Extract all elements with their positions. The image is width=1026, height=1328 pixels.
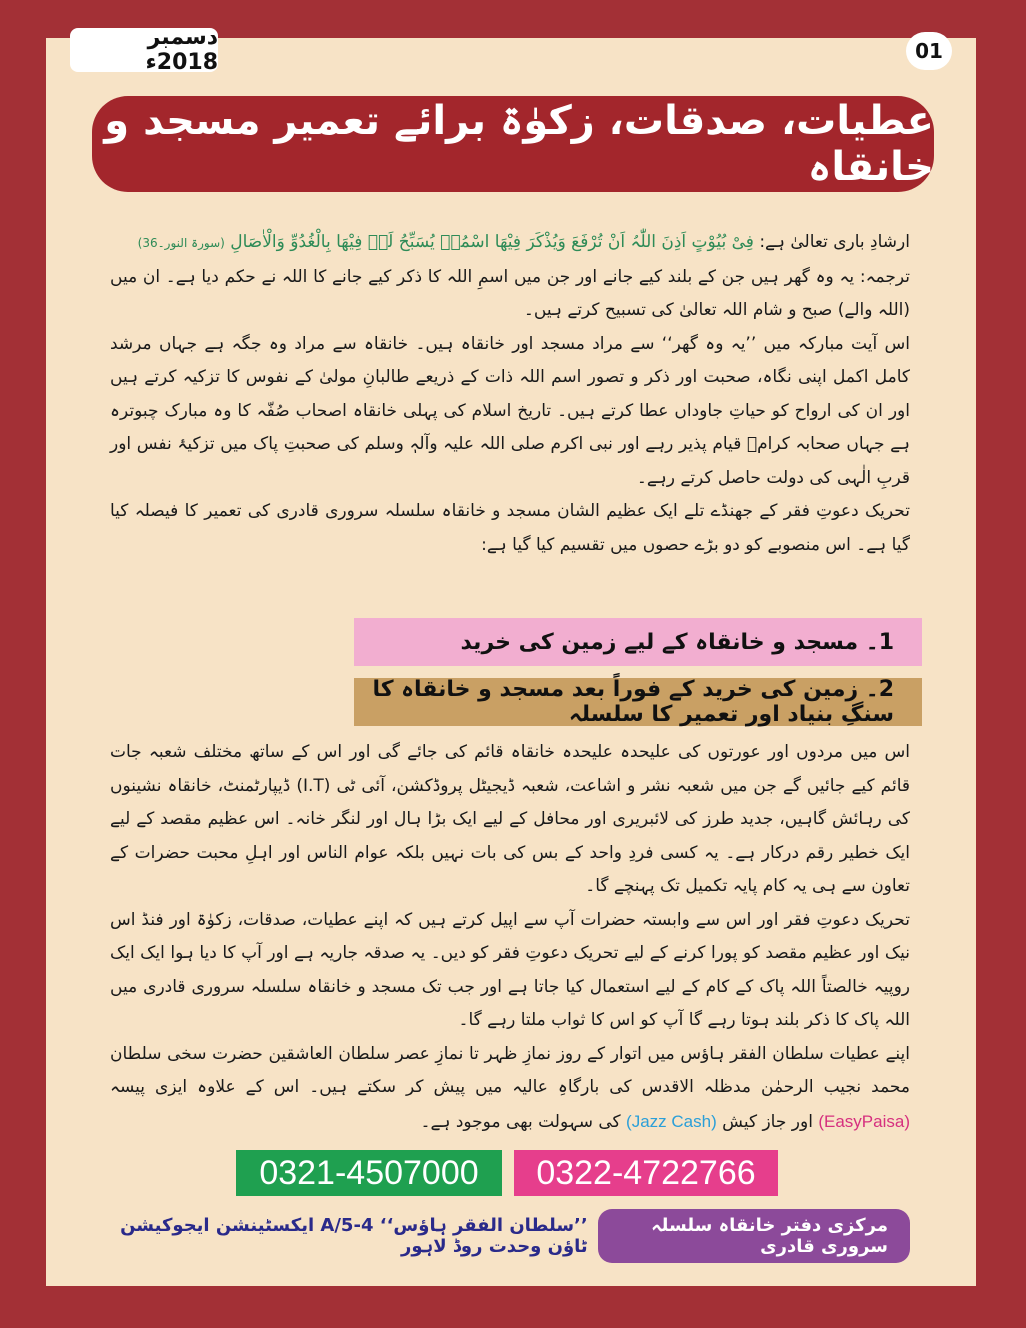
paragraph-5-mid: اور جاز کیش [722, 1111, 813, 1132]
irshad-label: ارشادِ باری تعالیٰ ہے: [759, 232, 910, 252]
paragraph-5-end: کی سہولت بھی موجود ہے۔ [420, 1111, 621, 1132]
article-body [110, 736, 910, 1139]
article-intro [110, 226, 910, 562]
ayah-text: فِیْ بُیُوْتٍ اَذِنَ اللّٰہُ اَنْ تُرْفَعَ وَیُذْکَرَ فِیْھَا اسْمُہٗ یُسَبِّحُ لَہٗ فِیْھَا بِالْغُدُوِّ وَالْاٰصَالِ [230, 232, 754, 252]
paragraph-2: تحریک دعوتِ فقر کے جھنڈے تلے ایک عظیم الشان مسجد و خانقاہ سلسلہ سروری قادری کی تعمیر کا فیصلہ کیا گیا ہے۔ اس منصوبے کو دو بڑے حصوں میں تقسیم کیا گیا ہے: [110, 501, 910, 555]
office-address: ’’سلطان الفقر ہاؤس‘‘ 4-5/A ایکسٹینشن ایجوکیشن ٹاؤن وحدت روڈ لاہور [120, 1215, 588, 1257]
issue-date: دسمبر 2018ء [70, 28, 218, 72]
phone-number-pink: 0322-4722766 [514, 1150, 778, 1196]
ayah-line [110, 226, 910, 261]
plan-item-2: 2۔ زمین کی خرید کے فوراً بعد مسجد و خانقاہ کا سنگِ بنیاد اور تعمیر کا سلسلہ [354, 678, 922, 726]
paragraph-1: اس آیت مبارکہ میں ’’یہ وہ گھر‘‘ سے مراد مسجد اور خانقاہ ہیں۔ خانقاہ سے مراد وہ جگہ ہے جہاں مرشد کامل اکمل اپنی نگاہ، صحبت اور ذکر و تصور اسم اللہ ذات کے ذریعے طالبانِ مولیٰ کے نفوس کا تزکیہ کرتے ہیں اور ان کی ارواح کو حیاتِ جاوداں عطا کرتے ہیں۔ تاریخ اسلام کی پہلی خانقاہ اصحاب صُفّہ کا وہ مبارک چبوترہ ہے جہاں صحابہ کرامؓ قیام پذیر رہے اور نبی اکرم صلی اللہ علیہ وآلہٖ وسلم کی صحبتِ پاک میں تزکیۂ نفس اور قربِ الٰہی کی دولت حاصل کرتے رہے۔ [110, 333, 910, 488]
plan-item-1: 1۔ مسجد و خانقاہ کے لیے زمین کی خرید [354, 618, 922, 666]
paragraph-5 [110, 1038, 910, 1140]
jazzcash-label: (Jazz Cash) [626, 1111, 717, 1131]
paragraph-3: اس میں مردوں اور عورتوں کی علیحدہ علیحدہ خانقاہ قائم کی جائے گی اور اس کے ساتھ مختلف شعبہ جات قائم کیے جائیں گے جن میں شعبہ نشر و اشاعت، شعبہ ڈیجیٹل پروڈکشن، آئی ٹی (I.T) ڈیپارٹمنٹ، خانقاہ نشینوں کی رہائش گاہیں، جدید طرز کی لائبریری اور محافل کے لیے ایک بڑا ہال اور لنگر خانہ۔ اس عظیم مقصد کے لیے ایک خطیر رقم درکار ہے۔ یہ کسی فردِ واحد کے بس کی بات نہیں بلکہ عوام الناس اور اہلِ محبت حضرات کے تعاون سے ہی یہ کام پایہ تکمیل تک پہنچے گا۔ [110, 742, 911, 896]
paragraph-5-start: اپنے عطیات سلطان الفقر ہاؤس میں اتوار کے روز نمازِ ظہر تا نمازِ عصر سلطان العاشقین حضرت سخی سلطان محمد نجیب الرحمٰن مدظلہ الاقدس کی بارگاہِ عالیہ میں پیش کر سکتے ہیں۔ اس کے علاوہ ایزی پیسہ [110, 1043, 910, 1097]
office-badge: مرکزی دفتر خانقاہ سلسلہ سروری قادری [598, 1209, 910, 1263]
paragraph-4: تحریک دعوتِ فقر اور اس سے وابستہ حضرات آپ سے اپیل کرتے ہیں کہ اپنے عطیات، صدقات، زکوٰۃ اور فنڈ اس نیک اور عظیم مقصد کو پورا کرنے کے لیے تحریک دعوتِ فقر کو دیں۔ یہ صدقہ جاریہ ہے اور آپ کا دیا ہوا ایک ایک روپیہ خالصتاً اللہ پاک کے کام کے لیے استعمال کیا جاتا ہے اور جب تک مسجد و خانقاہ سلسلہ سروری قادری میں اللہ پاک کا ذکر بلند ہوتا رہے گا آپ کو اس کا ثواب ملتا رہے گا۔ [110, 909, 910, 1030]
page-title: عطیات، صدقات، زکوٰۃ برائے تعمیر مسجد و خانقاہ [92, 96, 934, 192]
page-number: 01 [906, 32, 952, 70]
footer [110, 1212, 910, 1260]
ayah-reference: (سورۃ النور۔36) [137, 236, 225, 250]
easypaisa-label: (EasyPaisa) [818, 1111, 910, 1131]
phone-number-green: 0321-4507000 [236, 1150, 502, 1196]
translation: ترجمہ: یہ وہ گھر ہیں جن کے بلند کیے جانے اور جن میں اسمِ اللہ کا ذکر کیے جانے کا اللہ نے حکم دیا ہے۔ ان میں (اللہ والے) صبح و شام اللہ تعالیٰ کی تسبیح کرتے ہیں۔ [110, 266, 910, 320]
